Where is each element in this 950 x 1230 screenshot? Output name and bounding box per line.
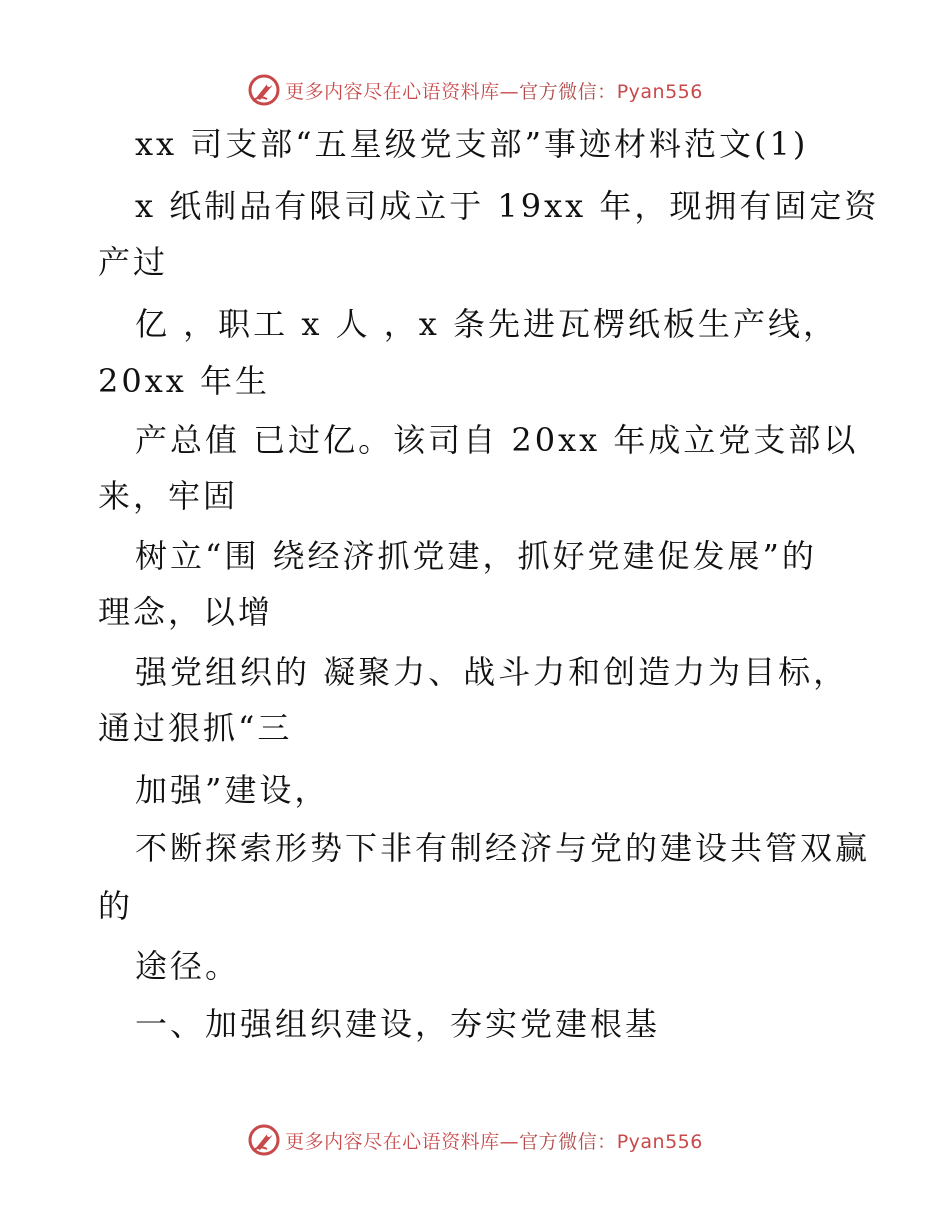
paragraph-line: 来，牢固 [98, 477, 239, 515]
watermark-wechat-id: Pyan556 [616, 1130, 703, 1153]
watermark-dash: — [499, 1130, 520, 1153]
watermark-label: 官方微信： [519, 1130, 617, 1153]
watermark-brand: 更多内容尽在心语资料库 [285, 1130, 500, 1153]
paragraph-line: 20xx 年生 [98, 362, 270, 400]
watermark-label: 官方微信： [519, 80, 617, 103]
watermark-banner-bottom [0, 1120, 950, 1160]
paragraph-line: 途径。 [135, 947, 241, 985]
pen-nib-circle-icon [247, 1123, 281, 1157]
watermark-brand: 更多内容尽在心语资料库 [285, 80, 500, 103]
paragraph-line: 加强”建设， [135, 771, 330, 809]
watermark-wechat-id: Pyan556 [616, 80, 703, 103]
watermark-dash: — [499, 80, 520, 103]
paragraph-line: 产过 [98, 243, 169, 281]
watermark-banner-top [0, 70, 950, 110]
watermark-inner [247, 73, 703, 107]
document-title: xx 司支部“五星级党支部”事迹材料范文(1) [135, 125, 809, 163]
paragraph-line: 通过狠抓“三 [98, 709, 293, 747]
watermark-text [285, 1127, 703, 1154]
paragraph-line: 亿 ，职工 x 人 ，x 条先进瓦楞纸板生产线， [135, 305, 838, 343]
paragraph-line: 强党组织的 凝聚力、战斗力和创造力为目标， [135, 653, 849, 691]
paragraph-line: x 纸制品有限司成立于 19xx 年，现拥有固定资 [135, 187, 880, 225]
paragraph-line: 理念，以增 [98, 593, 274, 631]
paragraph-line: 产总值 已过亿。该司自 20xx 年成立党支部以 [135, 421, 859, 459]
watermark-text [285, 77, 703, 104]
paragraph-line: 的 [98, 887, 134, 925]
pen-nib-circle-icon [247, 73, 281, 107]
paragraph-line: 树立“围 绕经济抓党建，抓好党建促发展”的 [135, 537, 817, 575]
section-heading: 一、加强组织建设，夯实党建根基 [135, 1005, 661, 1043]
paragraph-line: 不断探索形势下非有制经济与党的建设共管双赢 [135, 829, 871, 867]
watermark-inner [247, 1123, 703, 1157]
